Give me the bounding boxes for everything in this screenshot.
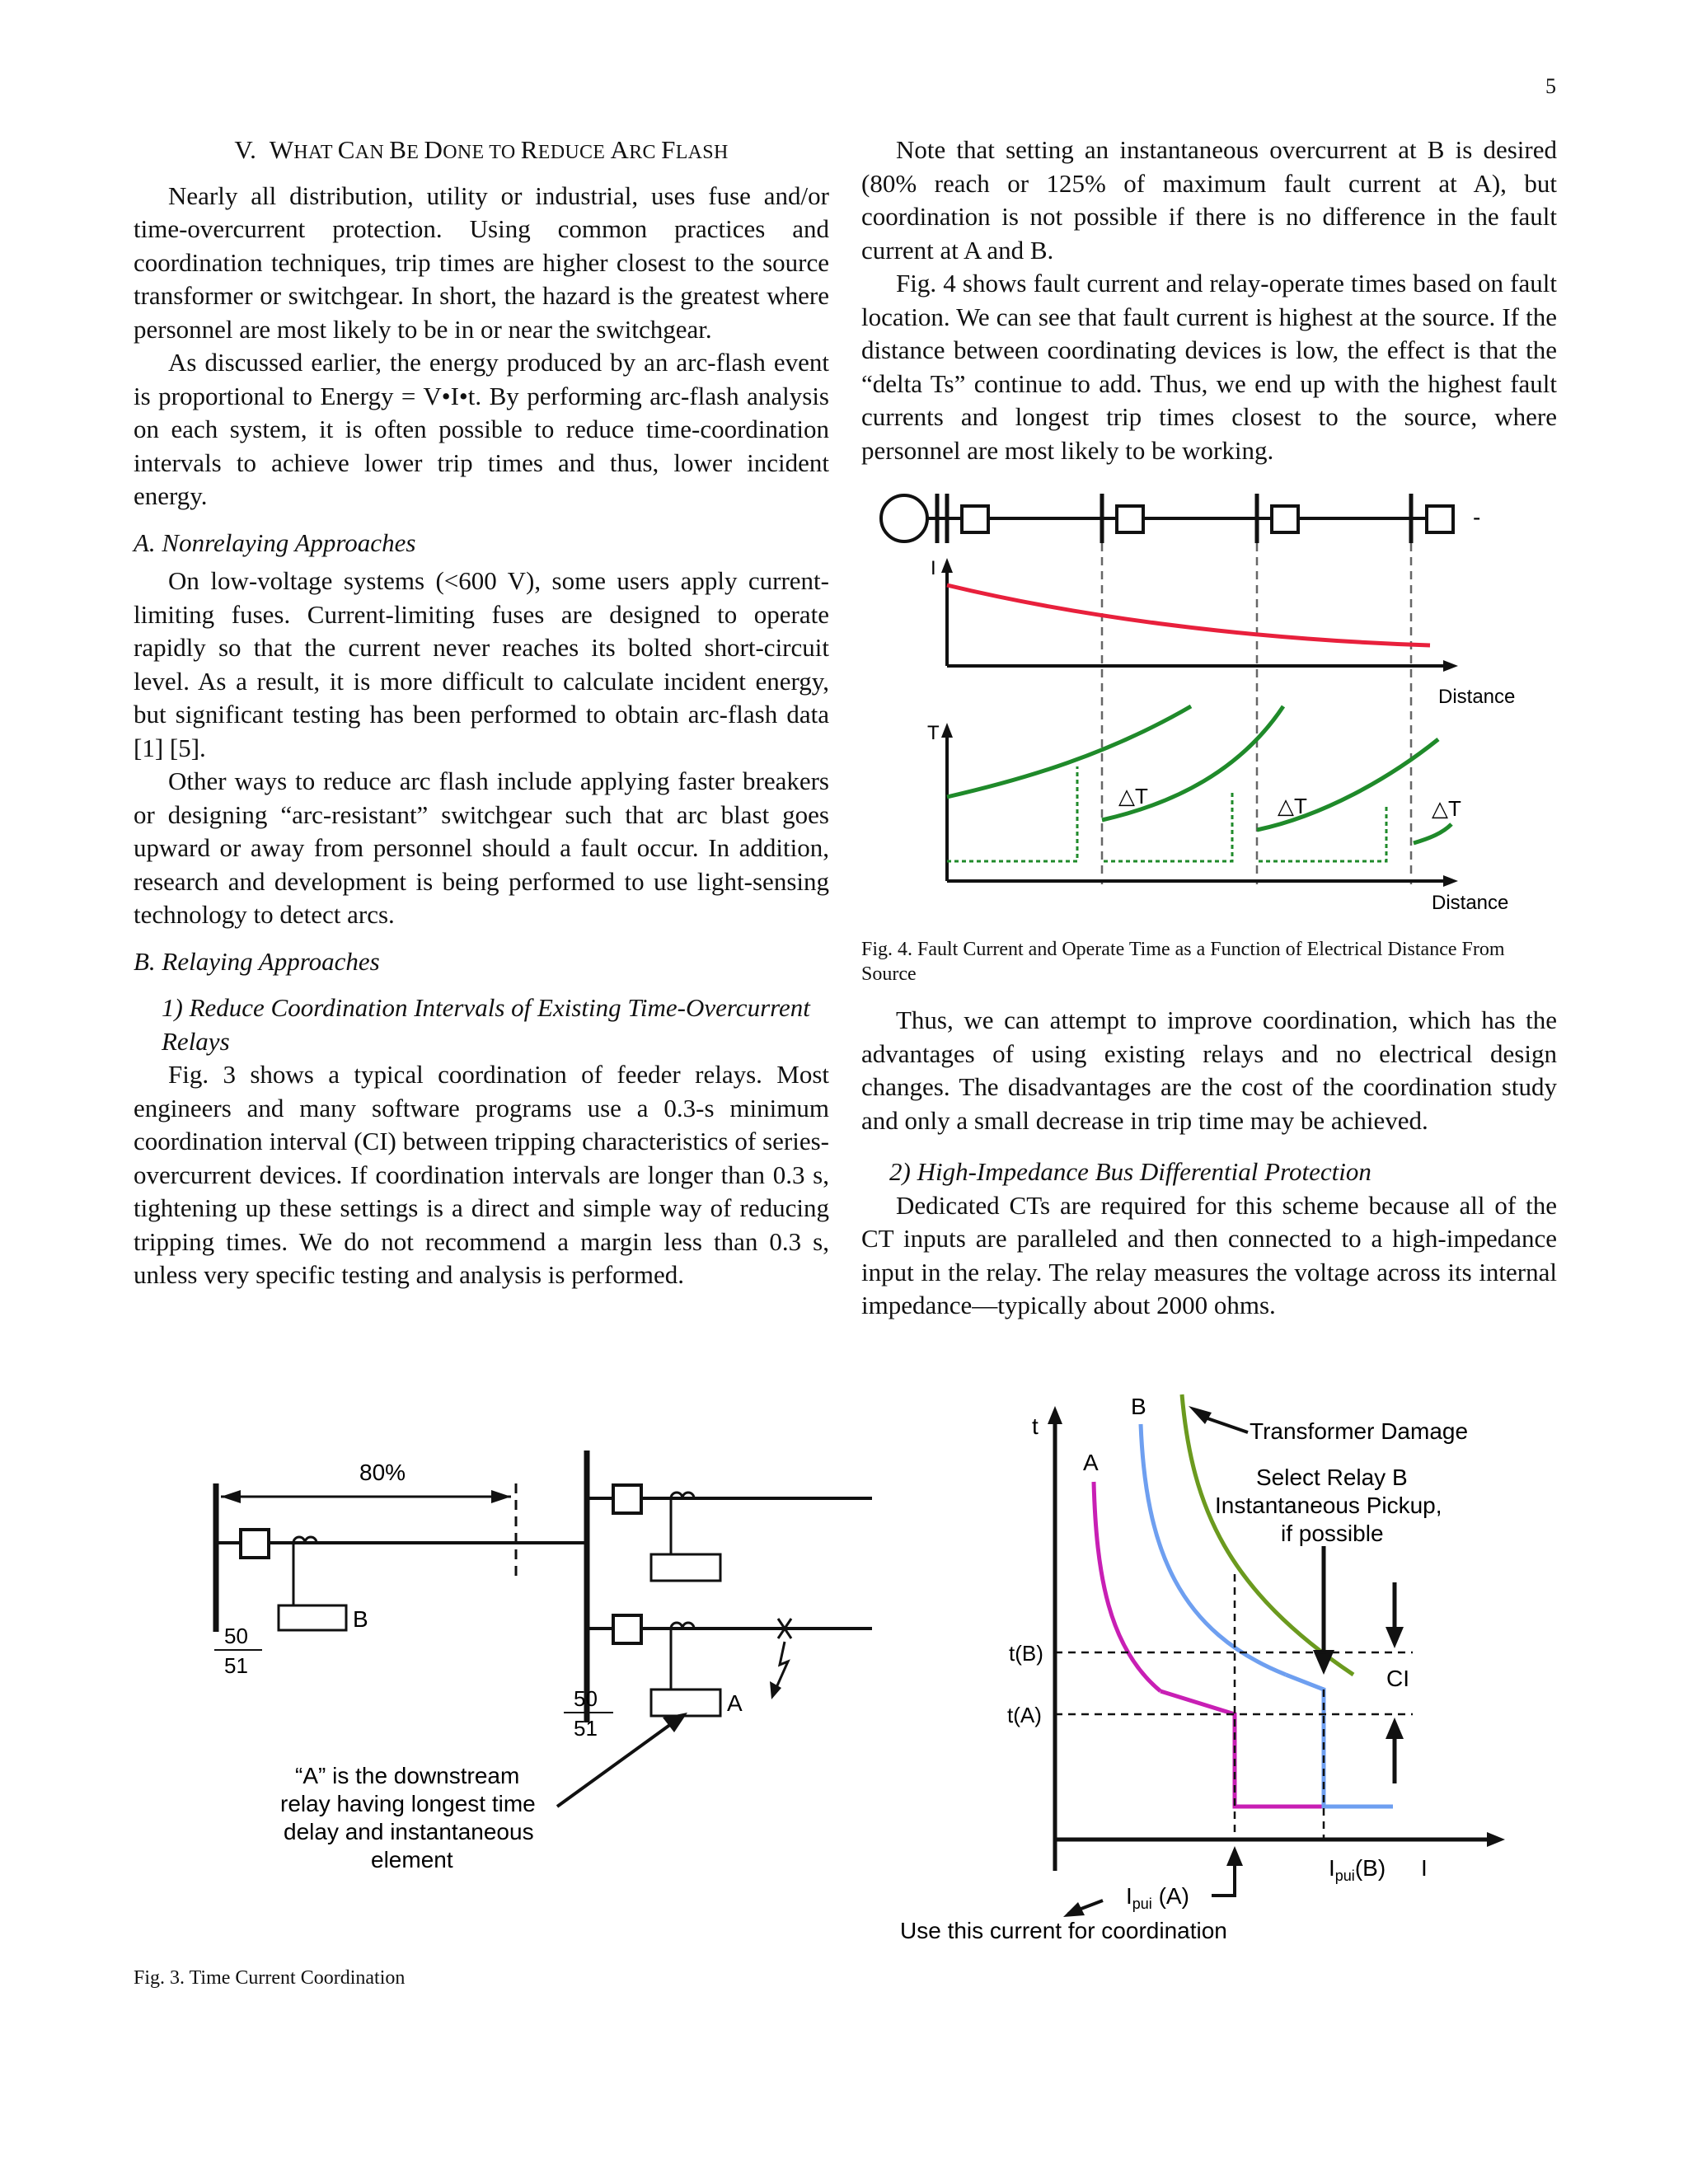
- select-label: Instantaneous Pickup,: [1215, 1493, 1442, 1518]
- fig3-tcc-plot: [898, 1385, 1541, 1953]
- device-number: 50: [574, 1686, 598, 1711]
- ci-arrowhead-up: [1386, 1718, 1404, 1739]
- left-column: [134, 134, 829, 1292]
- ipui-a-suffix: (A): [1151, 1883, 1189, 1909]
- fault-bolt-arrow: [770, 1681, 781, 1699]
- paragraph: Note that setting an instantaneous overcurrent at B is desired (80% reach or 125% of maximum fault current at A), but coordination is not possible if there is no difference in the fault current at A and B.: [861, 135, 1557, 265]
- breaker: [962, 506, 988, 532]
- delta-t-label: △T: [1432, 796, 1461, 821]
- ipui-a-sub: pui: [1132, 1896, 1152, 1912]
- reach-arrow-left: [221, 1490, 241, 1503]
- title-a2: RC: [629, 142, 662, 163]
- ipui-b-suffix: (B): [1354, 1855, 1386, 1881]
- fig3-one-line: [165, 1434, 890, 1896]
- paragraph: Nearly all distribution, utility or industrial, uses fuse and/or time-overcurrent protection. Using common practices and coordination techniques, trip times are higher closest to the source transformer or switchgear. In short, the hazard is the greatest where personnel are most likely to be in or near the switchgear.: [134, 180, 829, 344]
- device-number: 51: [574, 1716, 598, 1741]
- ci-label: CI: [1386, 1666, 1409, 1691]
- breaker: [241, 1530, 269, 1558]
- ipui-b-label: [1329, 1855, 1386, 1884]
- ipui-a-pointer-head: [1063, 1902, 1085, 1917]
- tb-label: t(B): [1009, 1641, 1043, 1666]
- select-arrowhead: [1313, 1650, 1334, 1675]
- annotation-line: element: [371, 1847, 453, 1872]
- fault-current-curve: [947, 585, 1430, 645]
- i-axis-arrow: [941, 558, 953, 573]
- title-b: B: [389, 135, 407, 164]
- ipui-a-main: I: [1126, 1883, 1132, 1909]
- fault-bolt: [775, 1642, 788, 1691]
- t-axis-arrow: [1048, 1406, 1062, 1424]
- item1-title-text: 1) Reduce Coordination Intervals of Existing Time-Overcurrent Relays: [162, 993, 810, 1056]
- annotation-line: delay and instantaneous: [284, 1819, 534, 1844]
- title-a: A: [610, 135, 630, 164]
- title-c2: AN: [354, 142, 390, 163]
- fig4-caption: Fig. 4. Fault Current and Operate Time as a Function of Electrical Distance From Source: [861, 939, 1505, 985]
- title-f: F: [661, 135, 676, 164]
- ci-arrowhead-down: [1386, 1627, 1404, 1648]
- device-number: 51: [224, 1653, 248, 1678]
- title-b2: E: [406, 142, 424, 163]
- right-column: [861, 134, 1557, 467]
- item2-title: 2) High-Impedance Bus Differential Protection: [889, 1157, 1372, 1186]
- paragraph: As discussed earlier, the energy produced by an arc-flash event is proportional to Energy = V•I•t. By performing arc-flash analysis on each system, it is often possible to reduce time-coordination intervals to achieve lower trip times and thus, lower incident energy.: [134, 348, 829, 510]
- breaker: [613, 1485, 641, 1513]
- t-axis-arrow: [941, 723, 953, 738]
- curve-b: [1141, 1424, 1286, 1675]
- paragraph: Fig. 4 shows fault current and relay-operate times based on fault location. We can see that fault current is highest at the source. If the distance between coordinating devices is low, the effect is that the “delta Ts” continue to add. Thus, we end up with the highest fault currents and longest trip times closest to the source, where personnel are most likely to be working.: [861, 269, 1557, 465]
- fig4-diagram: [861, 482, 1557, 919]
- t-axis-label: t: [1032, 1413, 1039, 1439]
- ipui-a-arrowhead: [1226, 1846, 1243, 1866]
- operate-time-curve: [1414, 824, 1451, 843]
- breaker: [1272, 506, 1298, 532]
- select-label: if possible: [1281, 1521, 1384, 1546]
- distance-label-2: Distance: [1432, 892, 1509, 914]
- delta-t-label: △T: [1118, 784, 1148, 808]
- distance-axis-2-arrow: [1443, 875, 1458, 887]
- section-numeral: V.: [234, 135, 257, 164]
- operate-time-curve: [947, 706, 1191, 797]
- ta-label: t(A): [1007, 1703, 1042, 1727]
- distance-axis-arrow: [1443, 660, 1458, 672]
- relay-b: [279, 1605, 346, 1630]
- paragraph: Other ways to reduce arc flash include applying faster breakers or designing “arc-resistant” switchgear such that arc blast goes upward or away from personnel should a fault occur. In addition, research and development is being performed to use light-sensing technology to detect arcs.: [134, 766, 829, 929]
- title-f2: LASH: [675, 142, 729, 163]
- transformer-arrowhead: [1189, 1406, 1212, 1424]
- ipui-a-leader: [1212, 1866, 1235, 1896]
- relay-box: [651, 1554, 720, 1581]
- title-r: R: [520, 135, 538, 164]
- page-number: 5: [1545, 74, 1556, 98]
- breaker: [613, 1615, 641, 1643]
- breaker: [1117, 506, 1143, 532]
- title-r2: EDUCE: [537, 142, 611, 163]
- paragraph: On low-voltage systems (<600 V), some users apply current-limiting fuses. Current-limiting fuses are designed to operate rapidly so that the current never reaches its bolted short-circuit level. As a result, it is more difficult to calculate incident energy, but significant testing has been performed to obtain arc-flash data [1] [5].: [134, 566, 829, 762]
- fig3-caption: Fig. 3. Time Current Coordination: [134, 1967, 406, 1989]
- use-current-label: Use this current for coordination: [900, 1918, 1227, 1943]
- title-w: W: [269, 135, 294, 164]
- paragraph: Fig. 3 shows a typical coordination of feeder relays. Most engineers and many software programs use a 0.3-s minimum coordination interval (CI) between tripping characteristics of series-overcurrent devices. If coordination intervals are longer than 0.3 s, tightening up these settings is a direct and simple way of reducing tripping times. We do not recommend a margin less than 0.3 s, unless very specific testing and analysis is performed.: [134, 1060, 829, 1289]
- source-circle: [881, 495, 927, 541]
- title-w2: HAT: [293, 142, 338, 163]
- delta-t-label: △T: [1278, 794, 1307, 818]
- title-d: D: [424, 135, 443, 164]
- paragraph: Dedicated CTs are required for this scheme because all of the CT inputs are paralleled and then connected to a high-impedance input in the relay. The relay measures the voltage across its internal impedance—typically about 2000 ohms.: [861, 1190, 1557, 1319]
- curve-a-instantaneous: [1160, 1691, 1327, 1807]
- relay-a: [651, 1690, 720, 1716]
- item1-title: [134, 991, 829, 1058]
- t-axis-label: T: [927, 722, 940, 744]
- reach-arrow-right: [491, 1490, 511, 1503]
- curve-a-label: A: [1083, 1450, 1099, 1475]
- i-axis-label: I: [1421, 1855, 1428, 1881]
- ipui-b-main: I: [1329, 1855, 1335, 1881]
- annotation-line: relay having longest time: [280, 1791, 536, 1816]
- title-c: C: [337, 135, 355, 164]
- relay-a-label: A: [727, 1690, 743, 1716]
- subsection-a-title: A. Nonrelaying Approaches: [134, 527, 416, 557]
- transformer-label: Transformer Damage: [1250, 1418, 1469, 1444]
- curve-b-label: B: [1131, 1394, 1146, 1419]
- i-axis-label: I: [931, 557, 936, 579]
- title-d2: ONE TO: [443, 142, 521, 163]
- paragraph: Thus, we can attempt to improve coordination, which has the advantages of using existing relays and no electrical design changes. The disadvantages are the cost of the coordination study and only a small decrease in trip time may be achieved.: [861, 1005, 1557, 1135]
- i-axis-arrow: [1487, 1832, 1505, 1847]
- ipui-b-sub: pui: [1334, 1868, 1355, 1884]
- ipui-a-label: [1126, 1883, 1189, 1912]
- section-heading: [134, 134, 829, 170]
- device-number: 50: [224, 1624, 248, 1648]
- right-column-lower: [861, 1004, 1557, 1323]
- distance-label: Distance: [1438, 686, 1516, 708]
- subsection-b-title: B. Relaying Approaches: [134, 946, 380, 976]
- breaker: [1427, 506, 1453, 532]
- curve-b-instantaneous: [1286, 1675, 1393, 1807]
- percent-label: 80%: [359, 1460, 406, 1485]
- dash-label: -: [1473, 504, 1481, 530]
- transformer-arrow: [1205, 1418, 1248, 1432]
- select-label: Select Relay B: [1256, 1465, 1408, 1490]
- relay-b-label: B: [353, 1606, 368, 1632]
- annotation-line: “A” is the downstream: [295, 1763, 520, 1788]
